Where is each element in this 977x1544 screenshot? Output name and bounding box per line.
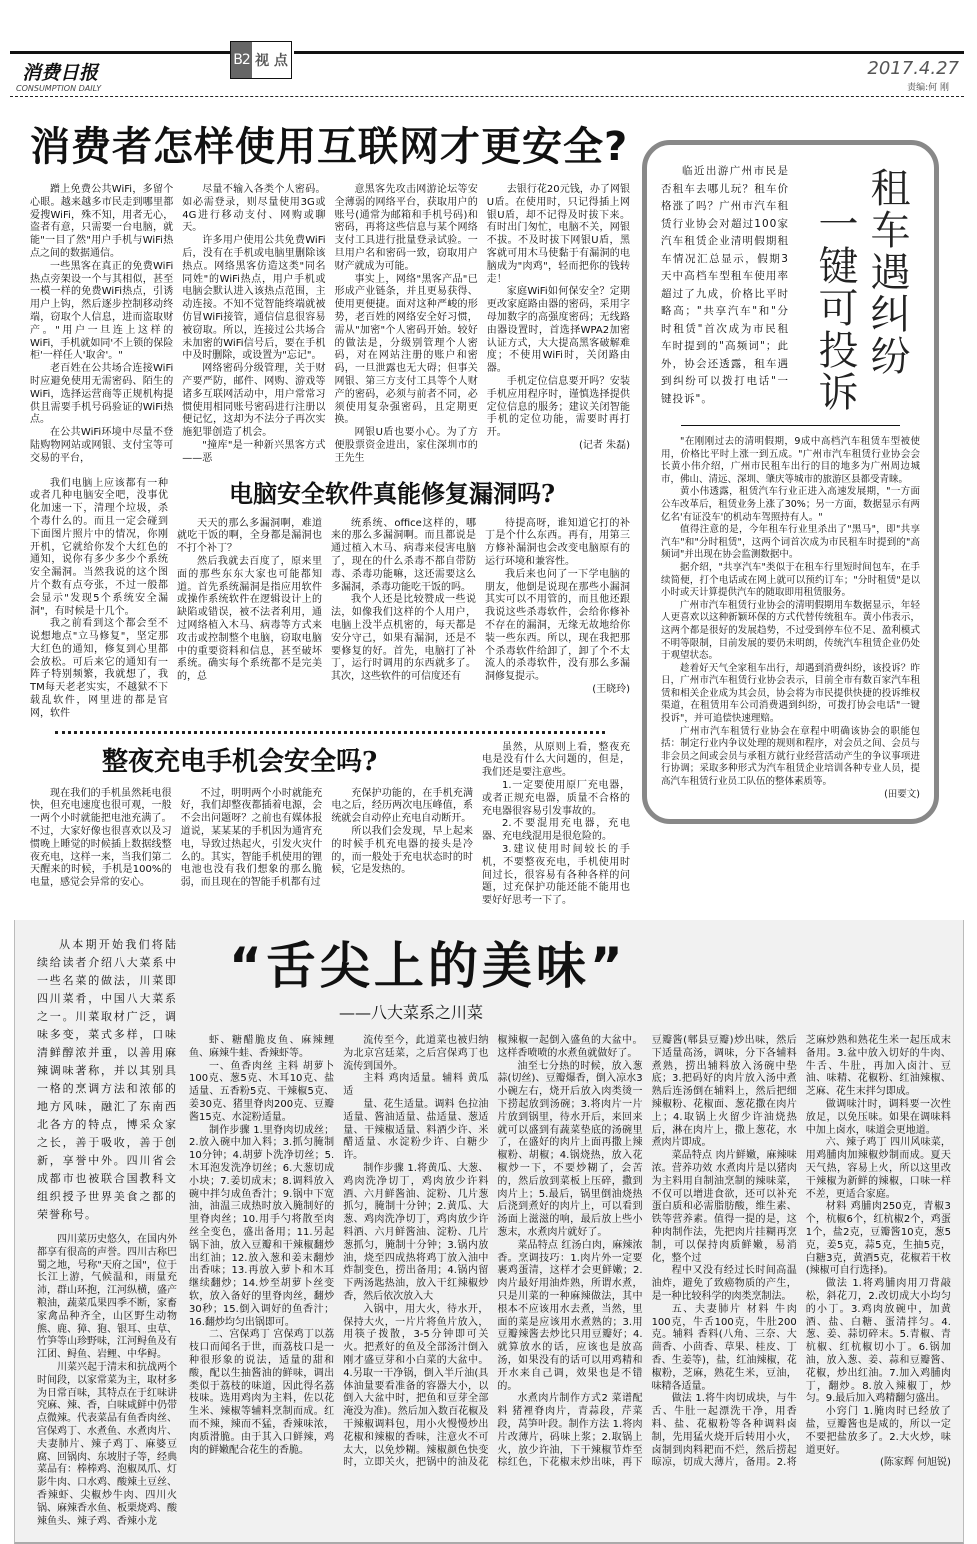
top-section (0, 100, 977, 908)
paragraph: 在公共WiFi环境中尽量不登陆购物网站或网银、支付宝等可交易的平台， (30, 427, 174, 464)
sidebar-body (661, 436, 920, 801)
paragraph: 虾、糖醋脆皮鱼、麻辣鲤鱼、麻辣牛蛙、香辣虾等。 (189, 1035, 335, 1059)
paragraph: 制作步骤 1.将黄瓜、大葱、鸡肉洗净切丁，鸡肉放少许料酒、六月鲜酱油、淀粉、几片葱抓匀，腌制十分钟；2.黄瓜、大葱、鸡肉洗净切丁，鸡肉放少许料酒、六月鲜酱油、淀粉、几片葱抓匀，腌制十分钟；3.锅内放油，烧至四成热将鸡丁放入油中炸制变色，捞出备用；4.锅内留下两汤匙热油，放入干红辣椒炒香，然后依次放入大 (343, 1163, 489, 1302)
paragraph: 统系统、office这样的，哪来的那么多漏洞啊。而且都说是通过植入木马、病毒来侵害电脑了，现在的什么杀毒不都自带防毒、杀毒功能嘛，这还需要这么多漏洞，杀毒功能吃干饭的吗。 (331, 517, 476, 593)
paragraph: "撞库"是一种新兴黑客方式——恶 (182, 439, 326, 464)
issue-date: 2017.4.27 (867, 58, 959, 79)
paragraph: 我后来也问了一下学电脑的朋友，他倒是说现在那些小漏洞其实可以不用管的，而且他还跟我说这些杀毒软件，会给你修补不存在的漏洞，无缘无故地给你装一些东西。所以，现在我把那个杀毒软件给卸了，卸了个不太流人的杀毒软件，没有那么多漏洞修复提示。 (485, 568, 630, 683)
paragraph: 入锅中，用大火，待水开，保持大火，一片片将鱼片放入，用筷子拨散，3-5分钟即可关火。把煮好的鱼及全部汤汁倒入刚才盛豆芽和小白菜的大盆中。4.另取一干净锅，倒入半斤油(具体油量要看准备的容器大小，以倒入大盆中时，把鱼和豆芽全部淹没为准)。然后加入数百花椒及干辣椒调料包，用小火慢慢炒出花椒和辣椒的香味，注意火不可太大，以免炒糊。辣椒颜色快变时，立即关火，把锅中的油及花椒辣椒一起倒入盛鱼的大盆中。这样香喷喷的水煮鱼就做好了。 (343, 1035, 643, 1469)
article1-column (30, 184, 173, 466)
paragraph: 虽然，从原则上看，整夜充电是没有什么大问题的，但是，我们还是要注意些。 (482, 741, 630, 779)
paragraph: 我个人还是比较赞成一些说法，如像我们这样的个人用户，电脑上没半点机密的，每天都是安分守己，如果有漏洞，还是不要修复的好。首先，电脑打了补丁，运行时调用的东西就多了。其次，这些软件的可信度还有 (331, 594, 476, 683)
paragraph: 黄小伟透露，租赁汽车行业正进入高速发展期，"一方面公车改革后，租赁业务上涨了30%；另一方面，数据显示有两亿名'有证没车'的机动车驾照持有人。" (661, 486, 920, 523)
sidebar-title-left: 一键可投诉 (812, 203, 858, 413)
headline-overnight-charging: 整夜充电手机会安全吗? (102, 746, 378, 777)
sidebar-rental-box (642, 140, 939, 824)
paragraph: 菜品特点 红汤白肉，麻辣浓香。烹调技巧：1.肉片外一定要裹鸡蛋清，这样才会更鲜嫩；2.肉片最好用油炸熟，所谓水煮，只是川菜的一种麻辣做法，其中根本不应该用水去煮，当然，里面的菜是应该用水煮熟的；3.用豆瓣辣酱去炒比只用豆瓣好；4.就算放水的话，应该也是放高汤，如果没有的话可以用鸡精和开水来自己调，效果也是不错的。 (497, 1239, 643, 1392)
article2-column (485, 518, 630, 697)
article3-column (30, 788, 172, 890)
paragraph: 待提高呀，谁知道它打的补丁是个什么东西。再有，用第三方修补漏洞也会改变电脑原有的运行环境和兼容性。 (485, 517, 630, 567)
sidebar-divider (681, 425, 900, 426)
paragraph: 去银行花20元钱，办了网银U盾。在使用时，只记得插上网银U盾，却不记得及时拔下来。有时出门匆忙，电脑不关，网银不拔。不及时拔下网银U盾，黑客就可用木马使黏于有漏洞的电脑成为"肉鸡"，轻而把你的钱转走！ (486, 184, 630, 285)
paragraph: 网银U盾也要小心。为了方便股票资金进出，家住深圳市的王先生 (334, 427, 478, 464)
article2 (30, 478, 630, 721)
section-name: 视 点 (255, 53, 288, 69)
newspaper-logo-en: CONSUMPTION DAILY (16, 84, 102, 93)
article3-column (482, 742, 630, 908)
masthead-rule (10, 51, 230, 54)
paragraph: 一、鱼香肉丝 主料 胡萝卜100克、葱5克、木耳10克、盐适量、五香粉5克、干辣椒5克、姜30克、猪里脊肉200克、豆瓣酱15克、水淀粉适量。 (189, 1060, 335, 1123)
byline: (田要文) (884, 788, 920, 800)
paragraph: 2.不要混用充电器，充电器、充电线混用是很危险的。 (482, 818, 630, 843)
food-intro: 从本期开始我们将陆续给读者介绍八大菜系中一些名菜的做法，川菜即四川菜肴，中国八大菜系之一。川菜取材广泛，调味多变，菜式多样，口味清鲜醇浓并重，以善用麻辣调味著称，并以其别具一格的烹调方法和浓郁的地方风味，融汇了东南西北各方的特点，博采众家之长，善于吸收，善于创新，享誉中外。四川省会成都市也被联合国教科文组织授予世界美食之都的荣誉称号。 (37, 938, 177, 1222)
paragraph: 尽量不输入各类个人密码。如必需登录，则尽量使用3G或4G进行移动支付、网购或聊天。 (182, 184, 326, 234)
paragraph: 程中又没有经过长时间高温油炸，避免了致癌物质的产生，是一种比较科学的肉类烹制法。 (651, 1265, 797, 1302)
sidebar-intro: 临近出游广州市民是否租车去哪儿玩？租车价格涨了吗？广州市汽车租赁行业协会对超过100家汽车租赁企业清明假期租车情况汇总显示，假期3天中高档车型租车使用率超过了九成，价格比平时略高；"共享汽车"和"分时租赁"首次成为市民租车时提到的"高频词"；此外，协会还透露，租车遇到纠纷可以拨打电话"一键投诉"。 (661, 165, 789, 405)
page-badge (230, 41, 292, 79)
paragraph: 手机定位信息要开吗？安装手机应用程序时，谨慎选择提供定位信息的服务；建议关闭智能手机的定位功能，需要时再打开。 (486, 375, 630, 439)
paragraph: 天天的那么多漏洞啊，难道就吃干饭的啊，全身都是漏洞也不打个补丁？ (177, 517, 322, 555)
article1-column (487, 184, 630, 453)
headline-antivirus: 电脑安全软件真能修复漏洞吗? (229, 478, 556, 508)
paragraph: "在刚刚过去的清明假期，9成中高档汽车租赁车型被使用，价格比平时上涨一到五成。"广州市汽车租赁行业协会会长黄小伟介绍，广州市民租车出行的目的地多为广州周边城市，佛山、清远、深圳、肇庆等城市的旅游区县都受青睐。 (661, 436, 920, 485)
paragraph: 做调味汁时，调料要一次性放足，以免压味。如果在调味料中加上卤水，味道会更地道。 (805, 1099, 951, 1136)
byline: (记者 朱磊) (579, 439, 630, 451)
byline: (陈家辉 何旭锐) (879, 1457, 951, 1469)
paragraph: 我之前看到这个都会至不说想地点"立马修复"，坚定那大红色的通知，修复到心里都会放松。可后来它的通知有一阵子特别频繁，我就想了，我TM每天老老实实，不越狱不下载乱软件，网里进的都是官网，软件 (30, 618, 168, 719)
paragraph: 意黑客先攻击网游论坛等安全薄弱的网络平台，获取用户的账号(通常为邮箱和手机号码)和密码，再将这些信息与某个网络支付工具进行批量登录试验。一旦用户名和密码一致，窃取用户财产就成为可能。 (334, 184, 478, 272)
article2-column (30, 478, 168, 721)
paragraph: 趁着好天气全家租车出行，却遇到消费纠纷，该投诉？昨日，广州市汽车租赁行业协会表示，目前全市有数百家汽车租赁和相关企业成为其会员，协会将为市民提供快捷的投诉维权渠道，在租赁用车公司消费遇到纠纷，可拨打协会电话"一键投诉"，并可追偿快速理赔。 (661, 662, 920, 725)
paragraph: 流传至今，此道菜也被归纳为北京宫廷菜，之后宫保鸡丁也流传到国外。 (343, 1035, 489, 1072)
paragraph: 广州市汽车租赁行业协会在章程中明确该协会的职能包括：制定行业内争议处理的规则和程序，对会员之间、会员与非会员之间或会员与承租方就行业经营活动产生的争议事项进行协调；采取多种形式为汽车租赁企业培训各种专业人员，提高汽车租赁行业员工队伍的整体素质等。 (661, 725, 920, 788)
food-body (189, 1035, 951, 1470)
paragraph: 1.一定要使用原厂充电器，或者正规充电器，质量不合格的充电器很容易引发事故的。 (482, 780, 630, 817)
paragraph: 小窍门 1.腌肉时已经放了盐，豆瓣酱也是咸的，所以一定不要把盐放多了。2.大火炒，味道更好。 (805, 1406, 951, 1456)
left-articles (30, 100, 630, 908)
article1-column (182, 184, 325, 466)
paragraph: 家庭WiFi如何保安全？定期更改家庭路由器的密码，采用字母加数字的高强度密码；无线路由器设置时，首选择WPA2加密认证方式，大大提高黑客破解难度；不使用WiFi时，关闭路由器。 (486, 286, 630, 375)
paragraph: 所以我们会发现，早上起来的时候手机充电器的接头是冷的，而一般处于充电状态时的时候，它是发热的。 (331, 826, 473, 876)
food-subtitle: ——八大菜系之川菜 (339, 1003, 484, 1023)
paragraph: 做法 1.将牛肉切成块，与牛舌、牛肚一起漂洗干净，用香料、盐、花椒粉等各种调料卤制，先用猛火烧开后转用小火，卤制到肉料耙而不烂，然后捞起晾凉，切成大薄片，备用。2.将芝麻炒熟和熟花生米一起压成末备用。3.盆中放入切好的牛肉、牛舌、牛肚，再加入卤汁、豆油、味精、花椒粉、红油辣椒、芝麻、花生末拌匀即成。 (651, 1035, 951, 1469)
food-main (189, 936, 951, 1528)
paragraph: 制作步骤 1.里脊肉切成丝；2.放入碗中加入料；3.抓匀腌制10分钟；4.胡萝卜洗净切丝；5.木耳泡发洗净切丝；6.大葱切成小块；7.姜切成末；8.调料放入碗中拌匀成鱼香汁；9.锅中下宽油，油温三成热时放入腌制好的里脊肉丝；10.用手勺将散至肉丝全变色，盛出备用；11.另起锅下油，放入豆瓣和干辣椒翻炒出红油；12.放入葱和姜末翻炒出香味；13.再放入萝卜和木耳继续翻炒；14.炒至胡萝卜丝变软，放入备好的里脊肉丝，翻炒30秒；15.倒入调好的鱼香汁；16.翻炒均匀出锅即可。 (189, 1124, 335, 1328)
sidebar-title-right: 租车遇纠纷 (864, 167, 910, 377)
paragraph: 值得注意的是，今年租车行业里杀出了"黑马"，即"共享汽车"和"分时租赁"，这两个词首次成为市民租车时提到的"高频词"并出现在协会监测数据中。 (661, 524, 920, 561)
article3-column (331, 788, 473, 878)
paragraph: 材料 鸡脯肉250克，青椒3个，杭椒6个，红杭椒2个，鸡蛋1个，盐2克，豆瓣酱10克，葱5克，姜5克，蒜5克，生抽5克，白糖3克，黄酒5克，花椒若干枚(辣椒可自行选择)。 (805, 1201, 951, 1277)
editor-credit: 责编:何 刚 (907, 83, 949, 93)
paragraph: 我们电脑上应该都有一种或者几种电脑安全吧，没事优化加速一下，清理个垃圾，杀个毒什么的。而且一定会碰到下面图片照片中的情况，你刚开机，它就给你发个大红色的通知，说你有多少多少个系统安全漏洞。当然我说的这个图片个数有点夸张，不过一般都会显示"发现5个系统安全漏洞"，有时候是十几个。 (30, 477, 168, 617)
dotted-divider (55, 731, 605, 734)
paragraph: 3.建议使用时间较长的手机，不要整夜充电，手机使用时间过长，很容易有各种各样的问题，过充保护功能还能不能用也要好好思考一下了。 (482, 844, 630, 907)
paragraph: 主料 鸡肉适量。辅料 黄瓜适 (343, 1073, 489, 1098)
article3-column (181, 788, 323, 890)
food-column (343, 1099, 488, 1304)
paragraph: 老百姓在公共场合连接WiFi时应避免使用无需密码、陌生的WiFi，选择运营商等正规机构提供且需要手机号码验证的WiFi热点。 (30, 363, 174, 426)
masthead-rule (294, 51, 964, 54)
paragraph: 做法 1.将鸡脯肉用刀背敲松，斜花刀，2.改切成大小均匀的小丁。3.鸡肉放碗中，加黄酒、盐、白糖、蛋清拌匀。4.葱、姜、蒜切碎末。5.青椒、青杭椒、红杭椒切小丁。6.锅加油，放入葱、姜、蒜和豆瓣酱、花椒，炒出红油。7.加入鸡脯肉丁，翻炒。8.放入辣椒丁，炒匀。9.最后加入鸡精翻匀盛出。 (805, 1278, 951, 1405)
paragraph: 不过，明明两个小时就能充好，我们却整夜都插着电源，会不会出问题呀？之前也有媒体报道说，某某某的手机因为通宵充电，导致过热起火，引发火灾什么的。其实，智能手机使用的锂电池也没有我们想象的那么脆弱，而且现在的智能手机都有过 (180, 787, 323, 889)
masthead (0, 0, 977, 100)
paragraph: 然后我就去百度了，原来里面的那些东东大家也可能都知道。首先系统漏洞是指应用软件或操作系统软件在逻辑设计上的缺陷或错误，被不法者利用，通过网络植入木马、病毒等方式来攻击或控制整个电脑，窃取电脑中的重要资料和信息，甚至破坏系统。确实每个系统都不是完美的，总 (177, 555, 322, 683)
paragraph: 广州市汽车租赁行业协会的清明假期用车数据显示，年轻人更喜欢以这种新颖环保的方式代替传统租车。黄小伟表示，这两个都是很好的发展趋势，不过受到停车位不足、盈利模式不明等限制，目前发展的要仍未明朗，传统汽车租赁企业仍处于观望状态。 (661, 599, 920, 662)
sidebar-head (661, 163, 920, 413)
article2-column (177, 518, 322, 684)
paragraph: 油至七分热的时候，放入葱蒜(切丝)、豆瓣爆香，倒入凉水3小碗左右，烧开后放入肉类烫一下捞起放到汤碗；3.将肉片一片片放到锅里，待水开后，来回来就可以盛到有蔬菜垫底的汤碗里了，在盛好的肉片上面再撒上辣椒粉、胡椒；4.锅烧热，放入花椒炒一下，不要炒糊了，会苦的，然后放到菜板上压碎，撒到肉片上；5.最后，锅里倒油烧热后浇到煮好的肉片上，可以看到汤面上滋滋的响，最后放上些小葱末，水煮肉片就好了。 (497, 1060, 643, 1238)
article1-body (30, 184, 630, 466)
food-title: “舌尖上的美味” (229, 937, 627, 996)
article2-column (331, 518, 476, 684)
food-left (37, 936, 177, 1528)
article2-main (177, 478, 630, 721)
paragraph: 一些黑客在真正的免费WiFi热点旁架设一个与其相似，甚至一模一样的免费WiFi热点，引诱用户上钩，然后逐步控制移动终端，窃取个人信息，进而盗取财产。"用户一旦连上这样的WiFi，手机就如同'不上锁的保险柜'一样任人'取舍'。" (30, 260, 174, 362)
paragraph: 量、花生适量。调料 色拉油适量、酱油适量、盐适量、葱适量、干辣椒适量、料酒少许、米醋适量、水淀粉少许、白糖少许。 (343, 1099, 489, 1162)
page-number: B2 (231, 42, 252, 78)
masthead-dashed-rule (10, 96, 964, 97)
paragraph: 四川菜历史悠久，在国内外都享有很高的声誉。四川古称巴蜀之地，号称"天府之国"，位于长江上游，气候温和，雨量充沛，群山环抱，江河纵横，盛产粮油，蔬菜瓜果四季不断，家畜家禽品种齐全，山区野生动物熊、鹿、獐、狍、银耳、虫草、竹笋等山珍野味，江河鲟鱼及有江团、鲟鱼、岩鲤、中华鲟。 (37, 1234, 177, 1361)
byline: (王晓玲) (592, 683, 630, 695)
article1-column (335, 184, 478, 466)
paragraph: 许多用户使用公共免费WiFi后，没有在手机或电脑里删除该热点。网络黑客仿造这类"同名同姓"的WiFi热点，用户手机或电脑会默认进入该热点范围，主动连接。不知不觉智能终端就被仿冒WiFi接管，通信信息很容易被窃取。所以，连接过公共场合未加密的WiFi信号后，要在手机中及时删除，或设置为"忘记"。 (182, 235, 326, 362)
paragraph: 蹭上免费公共WiFi，多留个心眼。越来越多市民走到哪里都爱搜WiFi，殊不知，用者无心，盗者有意，只需要一台电脑，就能"一目了然"用户手机与WiFi热点之间的数据通信。 (30, 184, 174, 259)
food-column (37, 1234, 177, 1528)
paragraph: 水煮肉片制作方式2 菜谱配料 猪裡脊肉片，青蒜段，芹菜段，莴笋叶段。制作方法 1.将肉片改薄片，码味上浆；2.取锅上火，放少许油，下干辣椒节炸至棕红色，下花椒末炒出味，再下豆瓣酱(郫县豆瓣)炒出味，然后下适量高汤，调味，分下各辅料煮熟，捞出辅料放入汤碗中垫底；3.把码好的肉片放入汤中煮熟后连汤倒在辅料上，然后把细辣椒粉、花椒面、葱花撒在肉片上；4.取锅上火留少许油烧热后，淋在肉片上，撒上葱花，水煮肉片即成。 (497, 1035, 797, 1469)
paragraph: 川菜兴起于清末和抗战两个时间段，以家常菜为主，取材多为日常百味，其特点在于红味讲究麻、辣、香，白味咸鲜中仍带点微辣。代表菜品有鱼香肉丝、宫保鸡丁、水煮鱼、水煮肉片、夫妻肺片、辣子鸡丁、麻婆豆腐、回锅肉、东坡肘子等，经典菜品有：棒棒鸡、泡椒凤爪、灯影牛肉、口水鸡、酸辣土豆丝、香辣虾、尖椒炒牛肉、四川火锅、麻辣香水鱼、板栗烧鸡、酸辣鱼头、辣子鸡、香辣小龙 (37, 1362, 177, 1527)
food-feature-box (14, 920, 964, 1544)
paragraph: 网络密码分级管理，关于财产要严防，邮件、网购、游戏等诸多互联网活动中，用户常常习惯使用相同账号密码进行注册以便记忆，这却为不法分子再次实施犯罪创造了机会。 (182, 363, 326, 439)
paragraph: 菜品特点 肉片鲜嫩，麻辣味浓。营养功效 水煮肉片是以猪肉为主料用自制油烹制的辣味菜，不仅可以增进食欲，还可以补充蛋白质和必需脂肪酸，维生素、铁等营养素。值得一提的是，这种肉制作法，先把肉片挂糊再烹制，可以保持肉质鲜嫩，易消化，整个过 (651, 1150, 797, 1264)
paragraph: 充保护功能的，在手机充满电之后，经历两次电压峰值，系统就会自动停止充电自动断开。 (331, 787, 473, 825)
article3-main (30, 742, 473, 908)
newspaper-logo: 消费日报 (22, 62, 99, 84)
paragraph: 二、宫保鸡丁 宫保鸡丁以荔枝口而闻名于世，而荔枝口是一种很形象的说法，适量的甜和酸，配以生抽酱油的鲜味，调出类似于荔枝的味道，因此得名荔枝味。选用鸡肉为主料，佐以花生米、辣椒等辅料烹制而成。红而不辣，辣而不猛，香辣味浓，肉质滑脆。由于其入口鲜辣，鸡肉的鲜嫩配合花生的香脆。 (189, 1329, 335, 1456)
paragraph: 六、辣子鸡丁 四川风味菜，用鸡脯肉加辣椒炒制而成。夏天天气热，容易上火，所以这里改干辣椒为新鲜的辣椒，口味一样不差，更适合家庭。 (805, 1137, 951, 1200)
paragraph: 据介绍，"共享汽车"类似于在租车行里短时间包车，在手续简便，打个电话或在网上就可以预约订车；"分时租赁"是以小时或天计算提供汽车的随取即用租赁服务。 (661, 561, 920, 599)
headline-internet-safety: 消费者怎样使用互联网才更安全? (30, 124, 629, 170)
paragraph: 现在我们的手机虽然耗电很快，但充电速度也很可观，一般一两个小时就能把电池充满了。不过，大家好像也很喜欢以及习惯晚上睡觉的时候插上数据线整夜充电，这样一来，当我们第二天醒来的时候，手机是100%的电量，感觉会异常的安心。 (30, 787, 172, 889)
article3 (30, 742, 630, 908)
paragraph: 五、夫妻肺片 材料 牛肉100克，牛舌100克，牛肚200克。辅料 香料(八角、三奈、大茴香、小茴香、草果、桂皮、丁香、生姜等)，盐，红油辣椒，花椒粉，芝麻，熟花生米，豆油，味精各适量。 (651, 1303, 797, 1392)
paragraph: 事实上，网络"黑客产品"已形成产业链条，并且更易获得、使用更便捷。面对这种严峻的形势，老百姓的网络安全好习惯，需从"加密"个人密码开始。较好的做法是，分级别管理个人密码，对在网站注册的账户和密码，一旦泄露也无大碍；但事关网银、第三方支付工具等个人财产的密码，必须与前者不同，必须使用复杂强密码，且定期更换。 (334, 273, 478, 426)
article3-body (30, 788, 473, 890)
article2-body (177, 518, 630, 697)
